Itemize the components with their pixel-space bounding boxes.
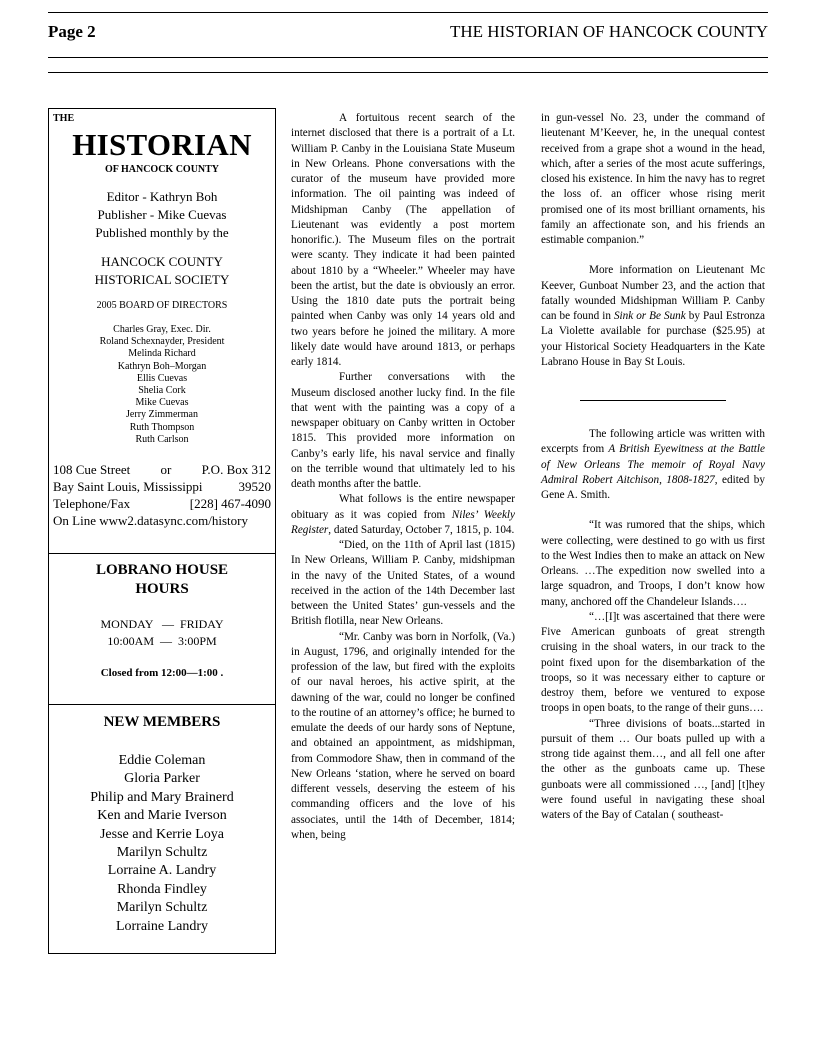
online-row bbox=[53, 512, 271, 529]
article-column-1 bbox=[291, 111, 515, 843]
new-members-section bbox=[49, 704, 275, 953]
member-name: Marilyn Schultz bbox=[116, 845, 208, 861]
member-name: Philip and Mary Brainerd bbox=[90, 789, 234, 805]
text-run: What follows is the entire newspaper obituary as it was copied from bbox=[291, 493, 515, 521]
article-paragraph: Further conversations with the Museum disclosed another lucky find. In the file that went with the painting was a copy of a newspaper obituary on Canby written in October 1815. This provided more information on Canby’s early life, his naval service and finally on the terrible wound that ultimately led to his death months after the battle. bbox=[291, 371, 515, 490]
text-run: , dated Saturday, October 7, 1815, p. 104. bbox=[328, 523, 515, 536]
society-line: HANCOCK COUNTY bbox=[101, 254, 223, 269]
board-member: Jerry Zimmerman bbox=[126, 409, 198, 421]
masthead-section bbox=[49, 109, 275, 554]
hours-title-line: HOURS bbox=[135, 581, 189, 597]
text-run: by Paul Estronza La Violette available for purchase ($25.95) at your Historical Society Headquarters in the Kate Labrano House in Bay St Louis. bbox=[541, 310, 765, 368]
phone-row bbox=[53, 495, 271, 512]
member-name: Marilyn Schultz bbox=[116, 900, 208, 916]
member-name: Ken and Marie Iverson bbox=[97, 808, 227, 824]
article-paragraph bbox=[541, 263, 765, 370]
website: On Line www2.datasync.com/history bbox=[53, 513, 248, 528]
text-run: More information on Lieutenant Mc Keever, Gunboat Number 23, and the action that fatally wounded Midshipman William P. Canby can be found in bbox=[541, 264, 765, 322]
masthead-box bbox=[48, 108, 276, 954]
credits bbox=[49, 188, 275, 242]
member-name: Lorraine A. Landry bbox=[107, 863, 217, 879]
phone-label: Telephone/Fax bbox=[53, 496, 131, 511]
text-run: , edited by Gene A. Smith. bbox=[541, 473, 765, 501]
hours-days: MONDAY — FRIDAY bbox=[100, 617, 224, 631]
book-title: Sink or Be Sunk bbox=[613, 310, 686, 322]
or-text: or bbox=[160, 462, 172, 477]
board-member: Ruth Thompson bbox=[129, 421, 195, 433]
header-rule bbox=[48, 57, 768, 58]
article-paragraph bbox=[291, 492, 515, 538]
publication-reference: Niles’ Weekly Register bbox=[291, 508, 515, 536]
member-name: Jesse and Kerrie Loya bbox=[99, 826, 224, 842]
top-rule bbox=[48, 12, 768, 13]
article-paragraph: in gun-vessel No. 23, under the command of lieutenant M’Keever, he, in the unequal contest received from a grape shot a wound in the head, which, after a series of the most acute sufferings, closed his existence. In him the navy has to regret the loss of. an officer whose rising merit promised one of its most brilliant ornaments, his family an affectionate son, and his friends an estimable companion.” bbox=[541, 112, 765, 246]
new-members-title: NEW MEMBERS bbox=[103, 714, 221, 730]
hours-closed: Closed from 12:00—1:00 . bbox=[100, 667, 224, 679]
hours-times-range: 10:00AM — 3:00PM bbox=[107, 634, 217, 648]
new-members-list bbox=[49, 752, 275, 936]
address-row bbox=[53, 461, 271, 478]
article-column-2 bbox=[541, 111, 765, 823]
po-box: P.O. Box 312 bbox=[201, 462, 271, 477]
board-member: Ellis Cuevas bbox=[136, 372, 188, 384]
member-name: Lorraine Landry bbox=[115, 918, 209, 934]
phone-number: [228] 467-4090 bbox=[189, 496, 271, 511]
book-title: A British Eyewitness at the Battle of New Orleans The memoir of Royal Navy Admiral Robert Aitchison, 1808-1827 bbox=[541, 443, 765, 486]
article-paragraph bbox=[541, 427, 765, 503]
header-rule-2 bbox=[48, 72, 768, 73]
board-member: Melinda Richard bbox=[128, 348, 196, 360]
article-paragraph: “It was rumored that the ships, which were collecting, were destined to go with us first to the West Indies then to make an attack on New Orleans. …The expedition now swelled into a large squadron, and Troops, I don’t know how many, anchored off the Chandeleur Islands…. bbox=[541, 519, 765, 608]
hours-times bbox=[49, 616, 275, 650]
society-line: HISTORICAL SOCIETY bbox=[94, 272, 230, 287]
masthead-title: HISTORIAN bbox=[72, 127, 252, 162]
article-paragraph: A fortuitous recent search of the internet disclosed that there is a portrait of a Lt. William P. Canby in the Louisiana State Museum in New Orleans. Phone conversations with the curator of the museum have provided more information. The oil painting was indeed of Midshipman Canby (The appellation of Lieutenant was evidently a post mortem honorific.). The Museum files on the portrait were scanty. They indicate it had been painted about 1810 by a “Wheeler.” Wheeler may have been the artist, but the date is obviously an error. Using the 1810 date puts the portrait being painted when Canby was only 14 years old and two years before he joined the military. A more likely date would have around 1813, or perhaps early 1814. bbox=[291, 112, 515, 368]
member-name: Gloria Parker bbox=[124, 771, 200, 787]
contact-address bbox=[53, 461, 271, 529]
masthead-subtitle: OF HANCOCK COUNTY bbox=[104, 164, 220, 175]
page-header bbox=[48, 22, 768, 46]
page-number: Page 2 bbox=[48, 22, 96, 41]
zip: 39520 bbox=[238, 479, 271, 494]
board-member: Kathryn Boh–Morgan bbox=[117, 360, 207, 372]
board-member: Mike Cuevas bbox=[135, 397, 189, 409]
society-name bbox=[49, 253, 275, 289]
board-heading: 2005 BOARD OF DIRECTORS bbox=[96, 300, 228, 311]
board-member: Roland Schexnayder, President bbox=[99, 336, 225, 348]
hours-section bbox=[49, 553, 275, 705]
city: Bay Saint Louis, Mississippi bbox=[53, 479, 203, 494]
article-paragraph: “…[I]t was ascertained that there were Five American gunboats of great strength cruising in the shoal waters, in our track to the point fixed upon for the disembarkation of the troops, so it was necessary either to capture or destroy them, before we ventured to expose troops in open boats, to the range of their guns…. bbox=[541, 610, 765, 715]
board-member: Charles Gray, Exec. Dir. bbox=[113, 324, 211, 335]
article-paragraph: “Died, on the 11th of April last (1815) In New Orleans, William P. Canby, midshipman in the navy of the United States, of a wound received in the action of the 14th December last between the United States’ gun-vessels and the British flotilla, near New Orleans. bbox=[291, 539, 515, 628]
board-list bbox=[49, 324, 275, 446]
member-name: Rhonda Findley bbox=[117, 881, 207, 897]
credit-editor: Editor - Kathryn Boh bbox=[106, 189, 218, 204]
city-row bbox=[53, 478, 271, 495]
article-paragraph: “Mr. Canby was born in Norfolk, (Va.) in August, 1796, and originally intended for the profession of the law, but fired with the exploits of our naval heroes, his active spirit, at the dawning of the war, could no longer be confined to the routine of an attorney’s office; he burned to emulate the deeds of our hardy sons of Neptune, and obtained an appointment, as midshipman, from Commodore Shaw, then in command of the New Orleans ‘station, where he served on board different vessels, deserving the esteem of his commanding officers and the love of his associates, until the 14th of December, 1814; when, being bbox=[291, 630, 515, 841]
street: 108 Cue Street bbox=[53, 462, 131, 477]
board-member: Ruth Carlson bbox=[135, 433, 189, 445]
publication-title: THE HISTORIAN OF HANCOCK COUNTY bbox=[450, 22, 768, 41]
hours-title-line: LOBRANO HOUSE bbox=[95, 562, 229, 578]
member-name: Eddie Coleman bbox=[118, 753, 206, 768]
hours-title bbox=[49, 561, 275, 599]
text-run: The following article was written with excerpts from bbox=[541, 428, 765, 456]
credit-publisher: Publisher - Mike Cuevas bbox=[97, 207, 227, 222]
article-paragraph: “Three divisions of boats...started in pursuit of them … Our boats pulled up with a strong tide against them…, and all fell one after the other as the gunboats came up. These gunboats were all commissioned …, [and] [t]hey were found useful in navigating these shoal waters of the Bay of Catalan ( southeast- bbox=[541, 717, 765, 821]
credit-published: Published monthly by the bbox=[95, 225, 229, 240]
board-member: Shelia Cork bbox=[138, 385, 186, 397]
masthead-the: THE bbox=[53, 113, 75, 124]
